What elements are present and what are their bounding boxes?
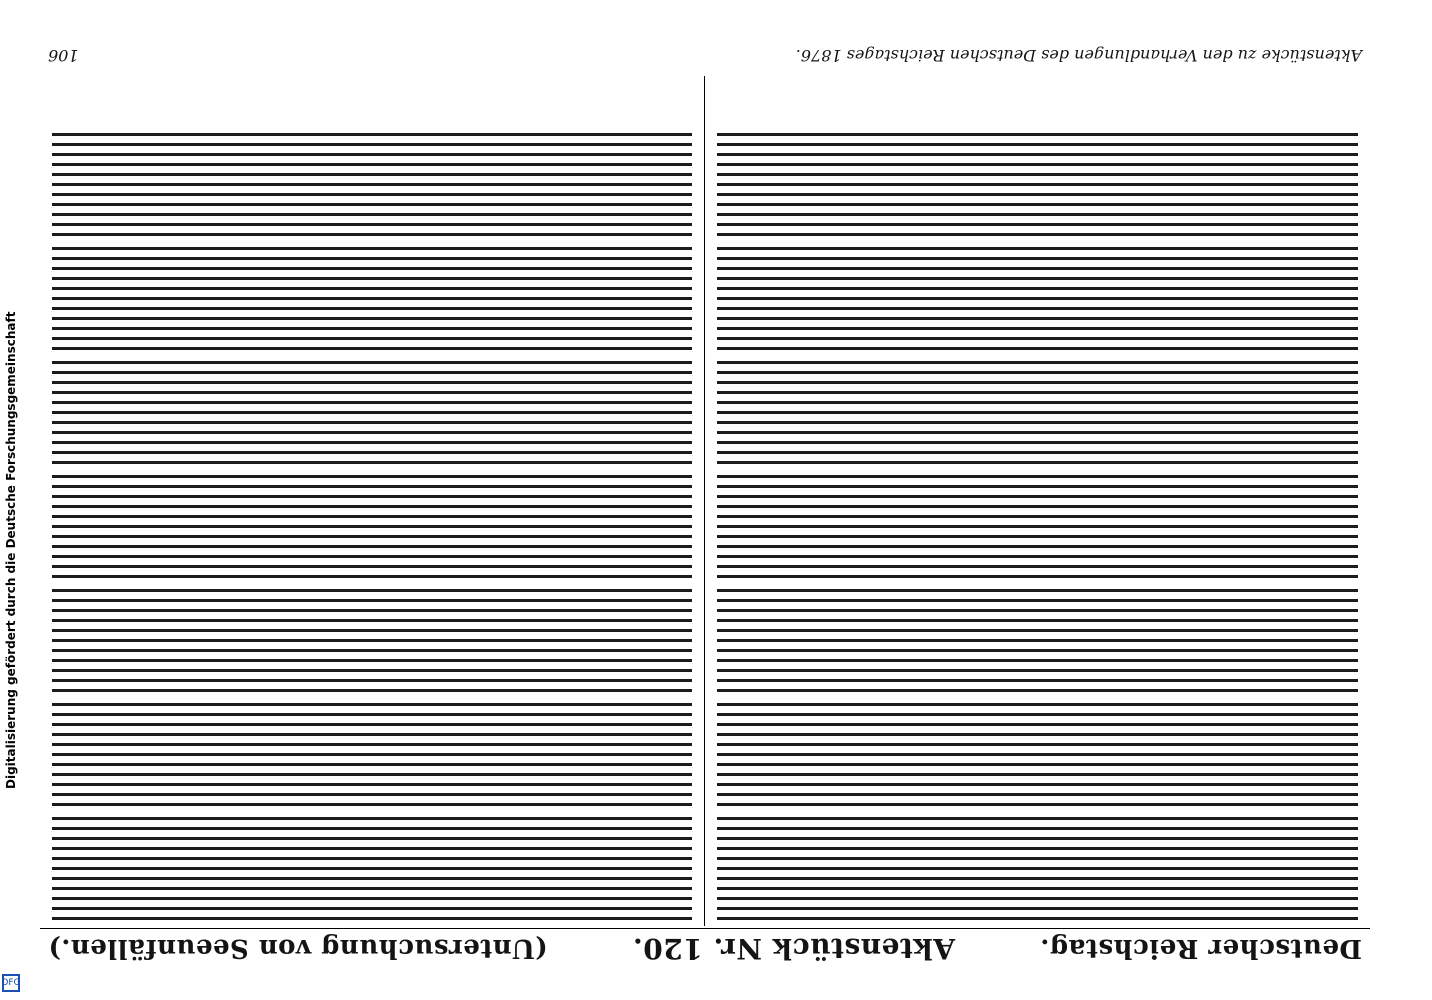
funding-logo: DFG (2, 974, 20, 992)
footer-note: Aktenstücke zu den Verhandlungen des Deutschen Reichstages 1876. (795, 46, 1362, 66)
page-header (40, 928, 1370, 968)
paragraph (52, 242, 693, 350)
paragraph (52, 356, 693, 464)
paragraph (52, 128, 693, 236)
paragraph (718, 470, 1359, 578)
header-subject: (Untersuchung von Seeunfällen.) (48, 933, 548, 964)
paragraph (718, 812, 1359, 920)
paragraph (718, 356, 1359, 464)
document-page (40, 38, 1370, 968)
paragraph (52, 812, 693, 920)
paragraph (52, 470, 693, 578)
paragraph (52, 698, 693, 806)
header-title: Deutscher Reichstag. (1039, 933, 1362, 964)
paragraph (52, 584, 693, 692)
footer-page-number: 106 (48, 46, 79, 66)
sidebar-label: Digitalisierung gefördert durch die Deutsche Forschungsgemeinschaft (4, 311, 18, 789)
paragraph (718, 242, 1359, 350)
paragraph (718, 698, 1359, 806)
paragraph (718, 128, 1359, 236)
paragraph (718, 584, 1359, 692)
right-column (40, 76, 706, 926)
text-columns (40, 76, 1370, 926)
header-doc-number: Aktenstück Nr. 120. (632, 932, 955, 965)
left-column (706, 76, 1371, 926)
page-footer (40, 38, 1370, 74)
